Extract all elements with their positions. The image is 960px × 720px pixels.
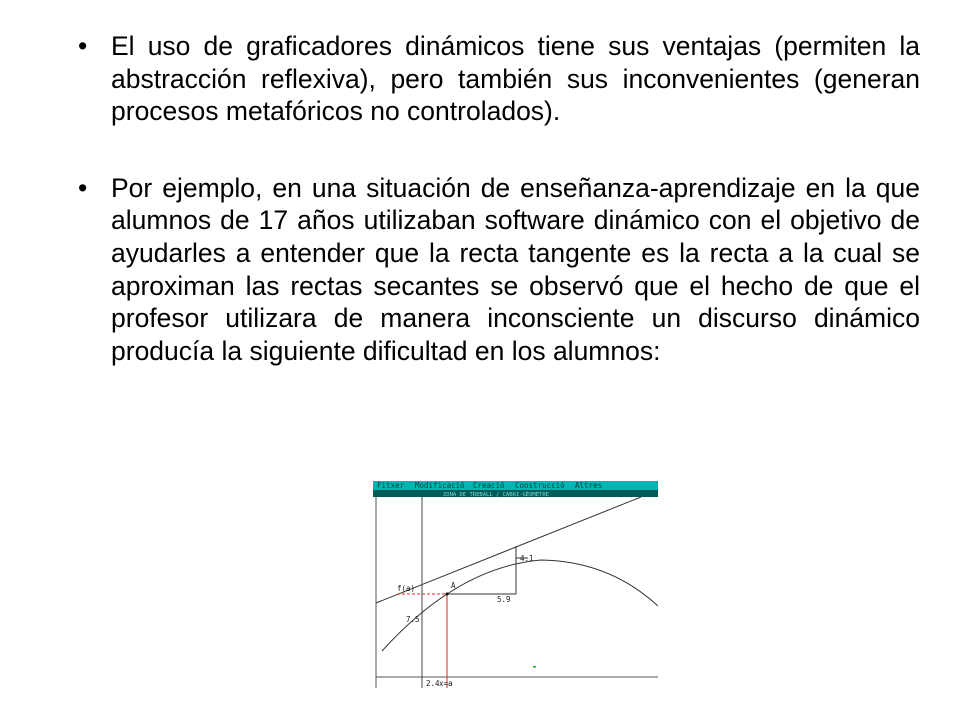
point-a-label: A <box>451 581 456 590</box>
menu-item-fitxer[interactable]: Fitxer <box>377 481 405 490</box>
bullet-text: El uso de graficadores dinámicos tiene sus ventajas (permiten la abstracción reflexiva), pero también sus inconvenientes (generan procesos metafóricos no controlados). <box>111 31 920 127</box>
x-value-label: 2.4 <box>426 679 440 688</box>
run-label: 5.9 <box>497 595 511 604</box>
xa-label: x=a <box>439 679 453 688</box>
left-value-label: 7.5 <box>406 615 420 624</box>
menu-item-altres[interactable]: Altres <box>575 481 603 490</box>
software-screenshot <box>373 481 658 688</box>
bullet-item <box>78 30 920 128</box>
bullet-marker: • <box>78 172 88 203</box>
bullet-item <box>78 172 920 368</box>
bullet-marker: • <box>78 31 88 61</box>
fa-label: f(a) <box>397 584 416 593</box>
bullet-list <box>78 30 920 367</box>
menu-item-creacio[interactable]: Creació <box>473 481 505 490</box>
menu-item-construccio[interactable]: Construcció <box>515 481 565 490</box>
status-text: ZONA DE TREBALL / CABRI-GÉOMÈTRE <box>443 492 549 498</box>
green-marker <box>533 666 536 668</box>
point-a[interactable] <box>446 593 449 596</box>
menu-item-modificacio[interactable]: Modificació <box>415 481 465 490</box>
geometry-canvas <box>373 481 658 688</box>
bullet-text: Por ejemplo, en una situación de enseñanza-aprendizaje en la que alumnos de 17 años utilizaban software dinámico con el objetivo de ayudarles a entender que la recta tangente es la recta a la cual se aproximan las rectas secantes se observó que el hecho de que el profesor utilizara de manera inconsciente un discurso dinámico producía la siguiente dificultad en los alumnos: <box>111 172 920 366</box>
rise-label: 4.1 <box>520 554 534 563</box>
